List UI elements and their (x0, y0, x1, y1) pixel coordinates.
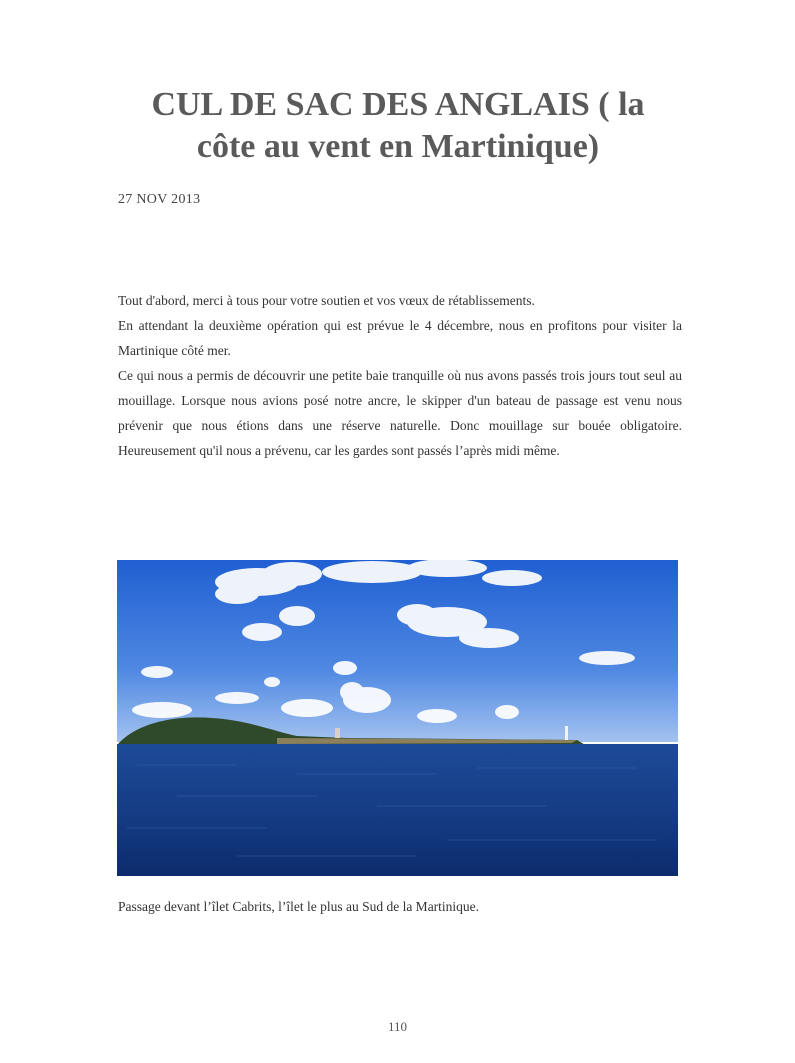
article-date: 27 NOV 2013 (118, 192, 201, 207)
photo-caption: Passage devant l’îlet Cabrits, l’îlet le plus au Sud de la Martinique. (118, 899, 480, 914)
seascape-photo (117, 560, 678, 876)
title-line-2: côte au vent en Martinique) (196, 128, 600, 165)
title-line-1: CUL DE SAC DES ANGLAIS ( la (151, 86, 645, 123)
article-title (118, 84, 678, 168)
paragraph: Tout d'abord, merci à tous pour votre soutien et vos vœux de rétablissements. (118, 293, 535, 308)
paragraph: En attendant la deuxième opération qui est prévue le 4 décembre, nous en profitons pour visiter la Martinique côté mer. (118, 318, 682, 358)
article-body (118, 288, 682, 463)
paragraph: Ce qui nous a permis de découvrir une petite baie tranquille où nus avons passés trois jours tout seul au mouillage. Lorsque nous avions posé notre ancre, le skipper d'un bateau de passage est venu nous prévenir que nous étions dans une réserve naturelle. Donc mouillage sur bouée obligatoire. Heureusement qu'il nous a prévenu, car les gardes sont passés l’après midi même. (118, 368, 682, 458)
page-number: 110 (387, 1019, 408, 1034)
seascape-illustration (117, 560, 678, 876)
